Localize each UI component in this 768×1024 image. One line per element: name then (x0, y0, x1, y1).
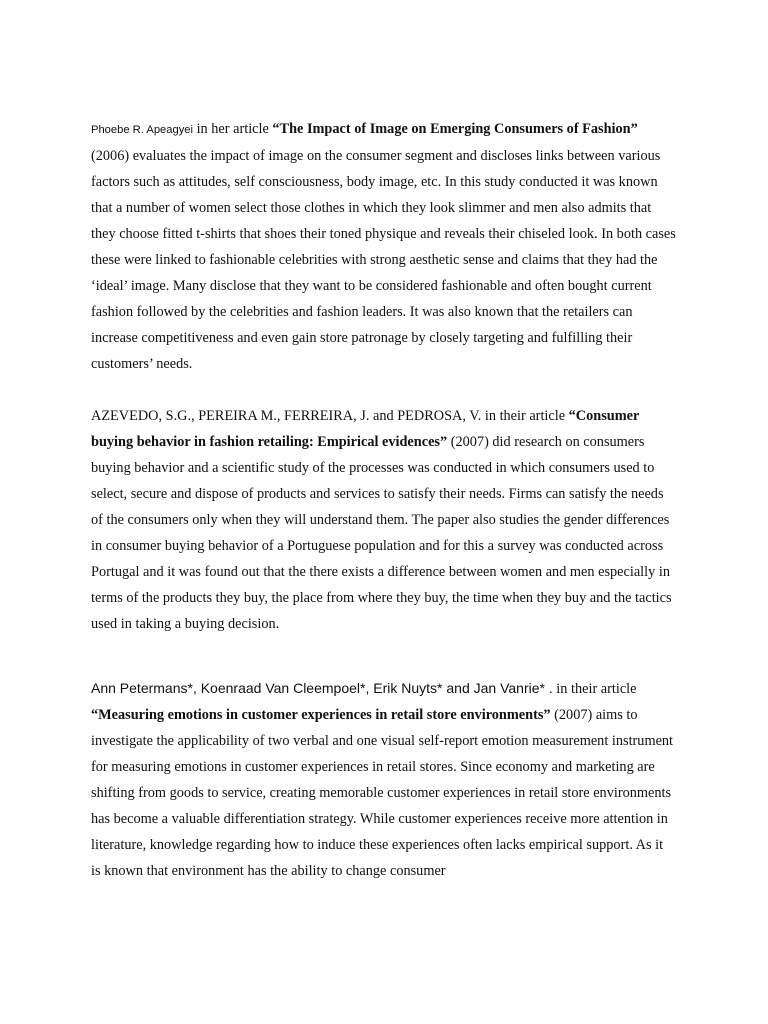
article-title: “Consumer buying behavior in fashion retailing: Empirical evidences” (91, 408, 640, 450)
lead-in: in her article (193, 121, 273, 137)
paragraph-body: (2006) evaluates the impact of image on the consumer segment and discloses links between various factors such as attitudes, self consciousness, body image, etc. In this study conducted it was known that a number of women select those clothes in which they look slimmer and men also admits that they choose fitted t-shirts that shoes their toned physique and reveals their chiseled look. In both cases these were linked to fashionable celebrities with strong aesthetic sense and claims that they had the ‘ideal’ image. Many disclose that they want to be considered fashionable and often bought current fashion followed by the celebrities and fashion leaders. It was also known that the retailers can increase competitiveness and even gain store patronage by closely targeting and fulfilling their customers’ needs. (91, 148, 676, 372)
author-apeagyei: Phoebe R. Apeagyei (91, 124, 194, 136)
article-title: “Measuring emotions in customer experiences in retail store environments” (91, 707, 551, 723)
lead-in: in their article (481, 408, 569, 424)
paragraph-azevedo (91, 403, 676, 637)
paragraph-body: (2007) aims to investigate the applicability of two verbal and one visual self-report emotion measurement instrument for measuring emotions in customer experiences in retail stores. Since economy and marketing are shifting from goods to service, creating memorable customer experiences in retail store environments has become a valuable differentiation strategy. While customer experiences receive more attention in literature, knowledge regarding how to induce these experiences often lacks empirical support. As it is known that environment has the ability to change consumer (91, 707, 674, 879)
author-petermans: Ann Petermans*, Koenraad Van Cleempoel*, Erik Nuyts* and Jan Vanrie* . (91, 680, 553, 696)
paragraph-body: (2007) did research on consumers buying behavior and a scientific study of the processes was conducted in which consumers used to select, secure and dispose of products and services to satisfy their needs. Firms can satisfy the needs of the consumers only when they will understand them. The paper also studies the gender differences in consumer buying behavior of a Portuguese population and for this a survey was conducted across Portugal and it was found out that the there exists a difference between women and men especially in terms of the products they buy, the place from where they buy, the time when they buy and the tactics used in taking a buying decision. (91, 434, 672, 632)
article-title: “The Impact of Image on Emerging Consumers of Fashion” (272, 121, 638, 137)
author-azevedo: AZEVEDO, S.G., PEREIRA M., FERREIRA, J. and PEDROSA, V. (91, 408, 482, 424)
lead-in: in their article (552, 681, 637, 697)
paragraph-apeagyei (91, 116, 676, 377)
paragraph-petermans (91, 675, 676, 884)
